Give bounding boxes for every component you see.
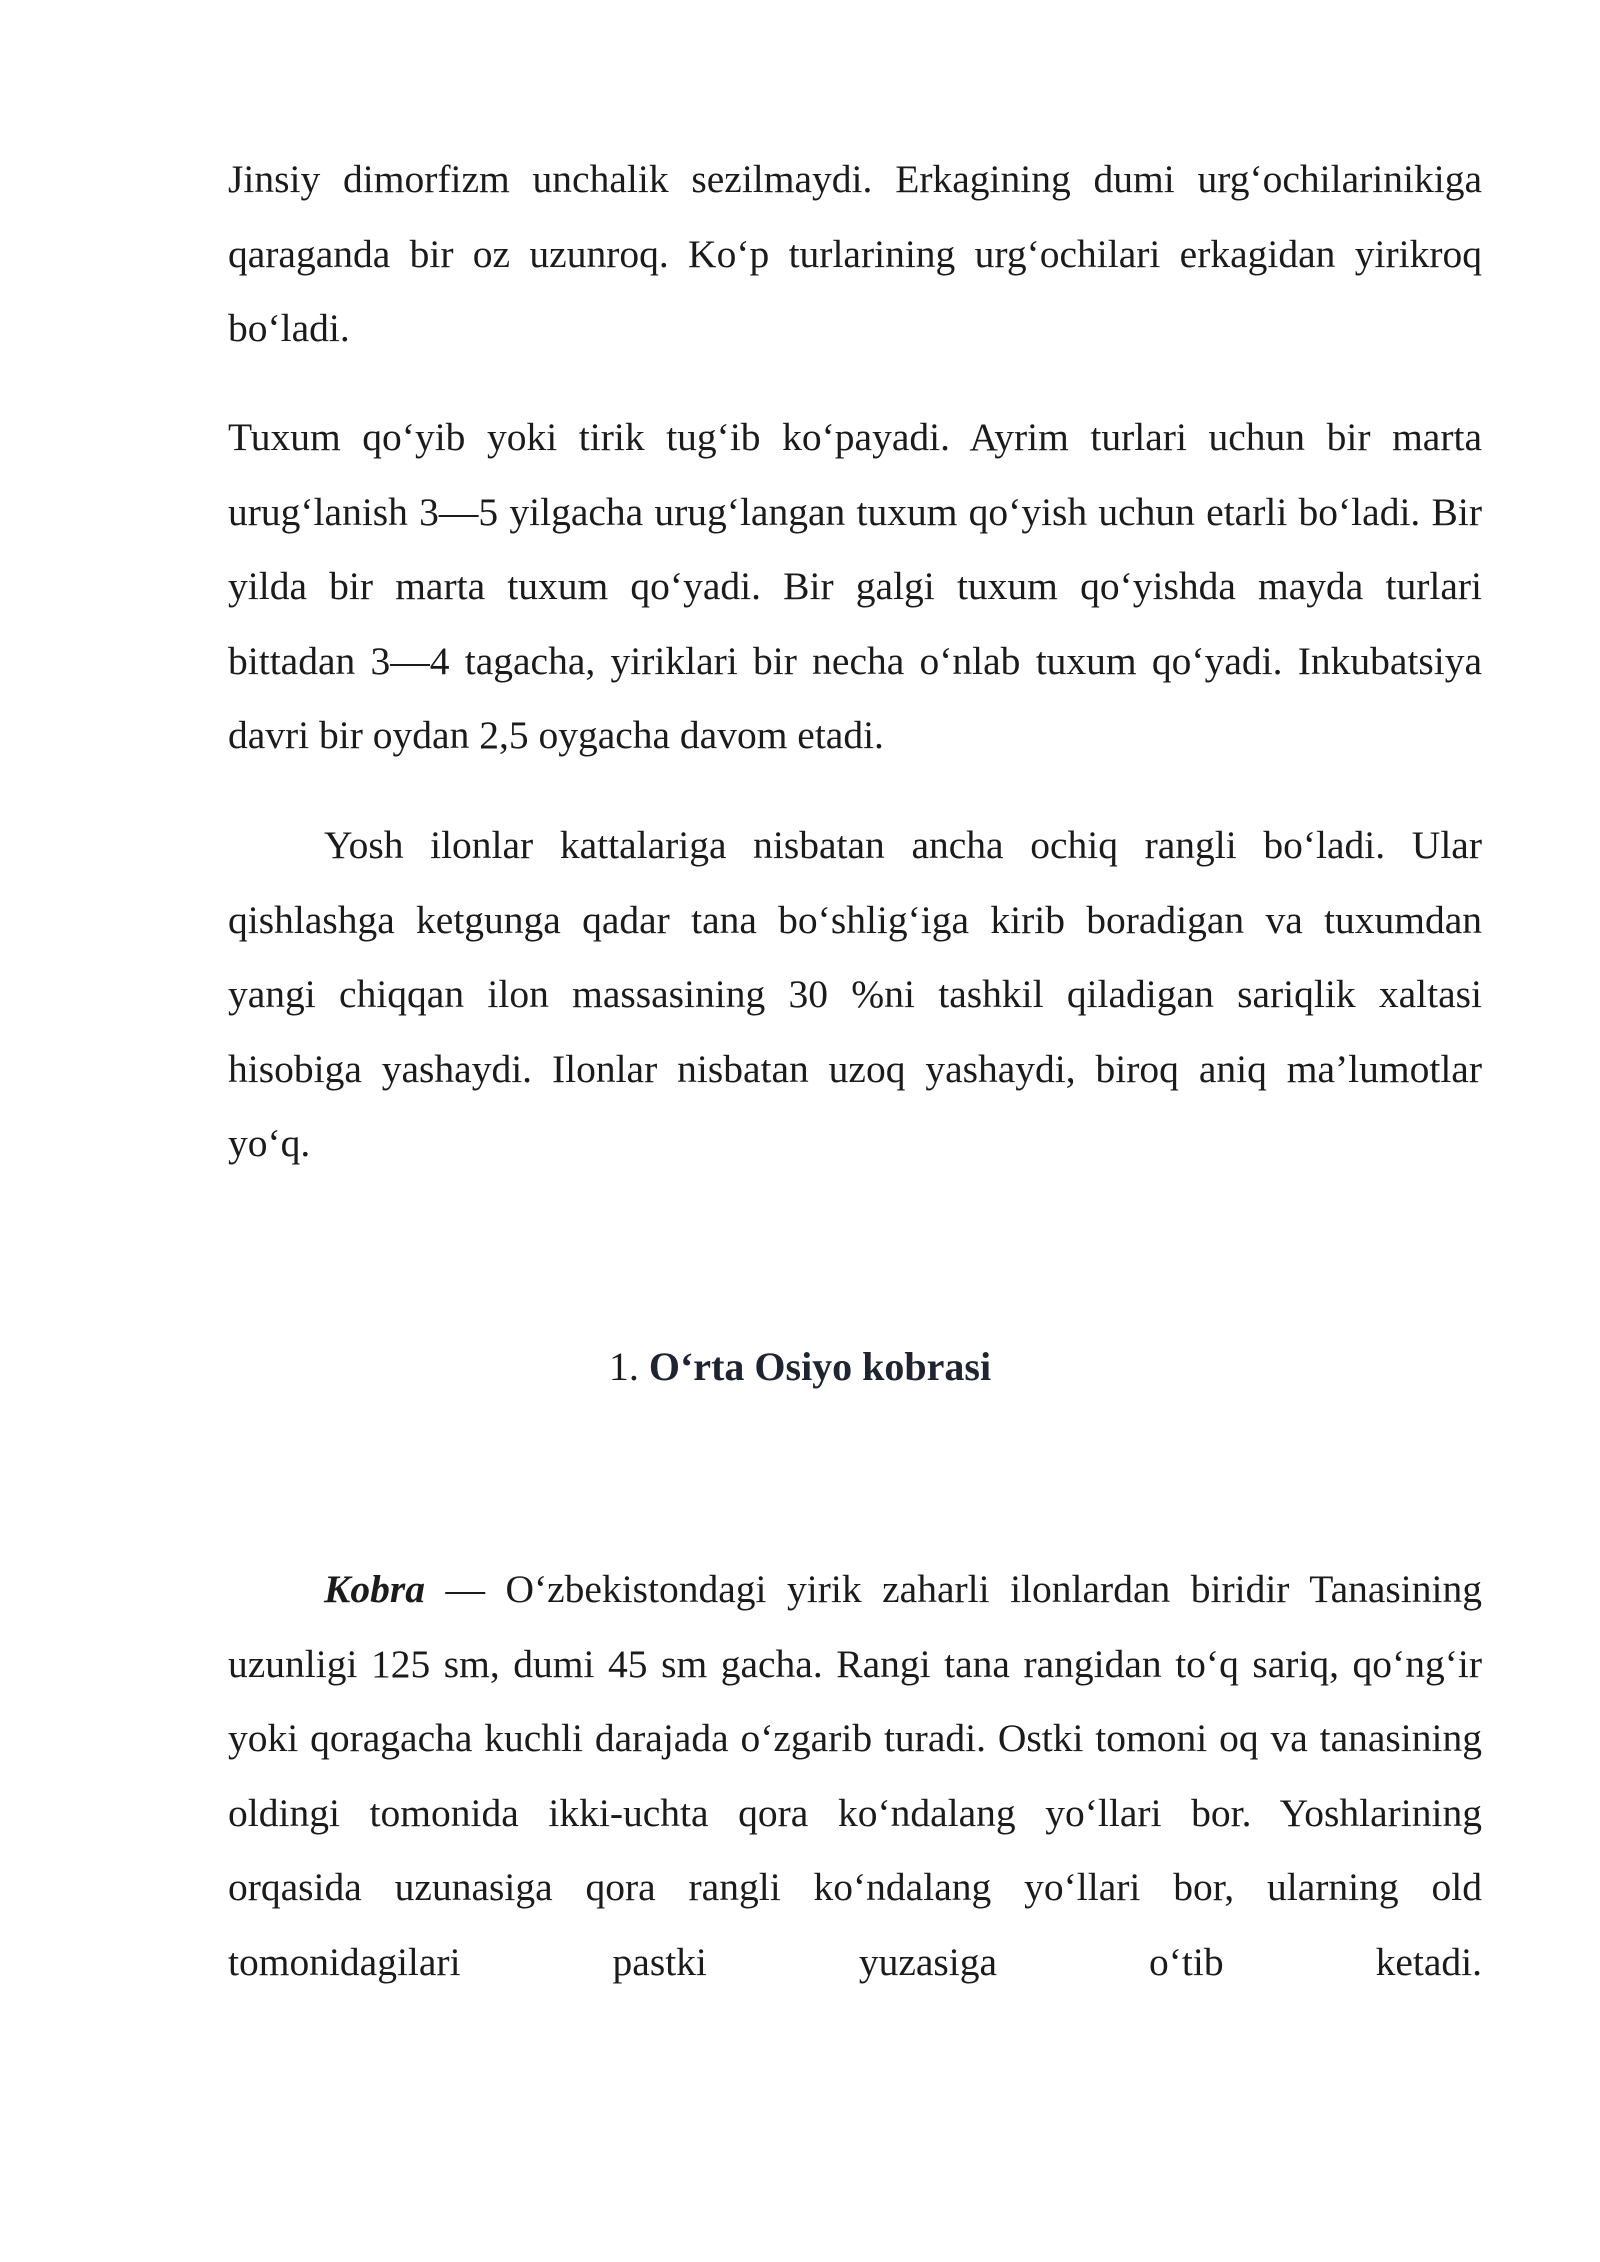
paragraph-kobra: [228, 1552, 1482, 1999]
paragraph-reproduction: Tuxum qo‘yib yoki tirik tug‘ib ko‘payadi. Ayrim turlari uchun bir marta urug‘lanish 3—5 yilgacha urug‘langan tuxum qo‘yish uchun etarli bo‘ladi. Bir yilda bir marta tuxum qo‘yadi. Bir galgi tuxum qo‘yishda mayda turlari bittadan 3—4 tagacha, yiriklari bir necha o‘nlab tuxum qo‘yadi. Inkubatsiya davri bir oydan 2,5 oygacha davom etadi.: [228, 415, 1482, 757]
kobra-description: — O‘zbekistondagi yirik zaharli ilonlardan biridir Tanasining uzunligi 125 sm, dumi 45 sm gacha. Rangi tana rangidan to‘q sariq, qo‘ng‘ir yoki qoragacha kuchli darajada o‘zgarib turadi. Ostki tomoni oq va tanasining oldingi tomonida ikki-uchta qora ko‘ndalang yo‘llari bor. Yoshlarining orqasida uzunasiga qora rangli ko‘ndalang yo‘llari bor, ularning old tomonidagilari pastki yuzasiga o‘tib ketadi.: [228, 1567, 1482, 1984]
kobra-term: Kobra: [324, 1567, 425, 1611]
section-heading: [0, 1330, 1600, 1404]
section-title: O‘rta Osiyo kobrasi: [648, 1344, 992, 1389]
paragraph-sexual-dimorphism: Jinsiy dimorfizm unchalik sezilmaydi. Erkagining dumi urg‘ochilarinikiga qaraganda bir oz uzunroq. Ko‘p turlarining urg‘ochilari erkagidan yirikroq bo‘ladi.: [228, 157, 1482, 350]
section-number: 1.: [608, 1344, 639, 1389]
paragraph-young-snakes: Yosh ilonlar kattalariga nisbatan ancha ochiq rangli bo‘ladi. Ular qishlashga ketgunga qadar tana bo‘shlig‘iga kirib boradigan va tuxumdan yangi chiqqan ilon massasining 30 %ni tashkil qiladigan sariqlik xaltasi hisobiga yashaydi. Ilonlar nisbatan uzoq yashaydi, biroq aniq ma’lumotlar yo‘q.: [228, 823, 1482, 1165]
